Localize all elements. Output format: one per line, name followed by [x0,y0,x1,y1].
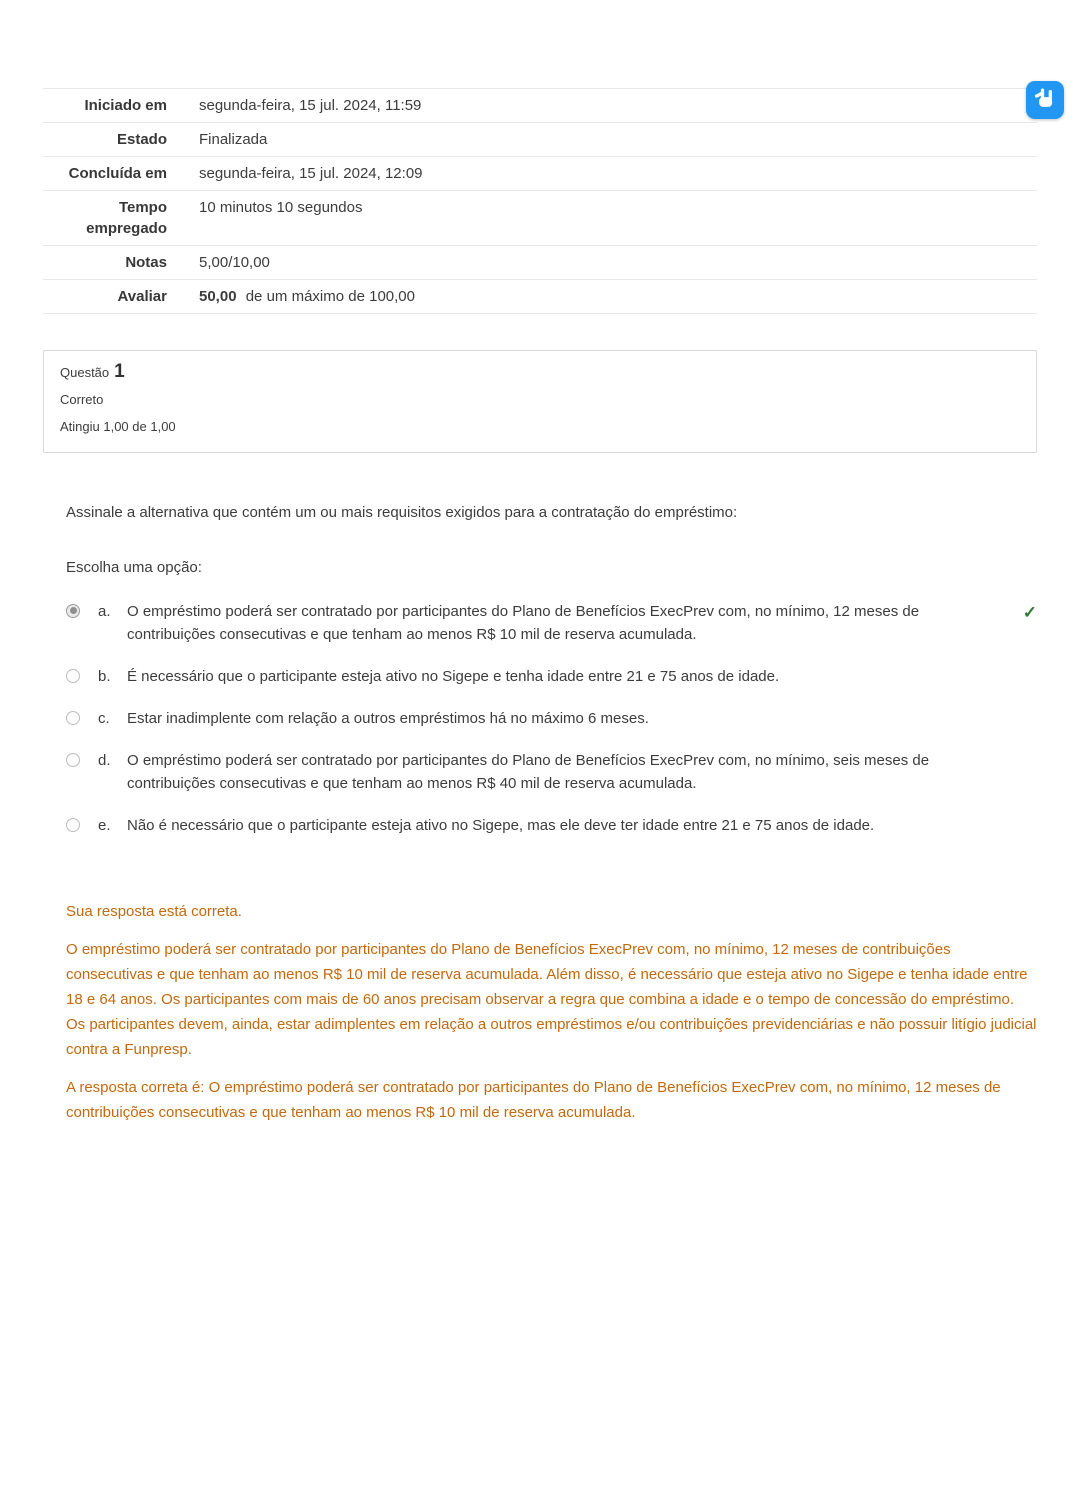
summary-row-time-taken [43,190,1037,245]
summary-row-marks [43,245,1037,279]
feedback-general: O empréstimo poderá ser contratado por participantes do Plano de Benefícios ExecPrev com, no mínimo, 12 meses de contribuições consecutivas e que tenham ao menos R$ 10 mil de reserva acumulada. Além disso, é necessário que esteja ativo no Sigepe e tenha idade entre 18 e 64 anos. Os participantes com mais de 60 anos precisam observar a regra que combina a idade e o tempo de concessão do empréstimo. Os participantes devem, ainda, estar adimplentes em relação a outros empréstimos e/ou contribuições previdenciárias e não possuir litígio judicial contra a Funpresp. [66,941,1037,1058]
option-letter: b. [98,668,111,685]
summary-row-completed [43,156,1037,190]
summary-value: segunda-feira, 15 jul. 2024, 11:59 [199,97,422,114]
option-text: Estar inadimplente com relação a outros empréstimos há no máximo 6 meses. [127,710,649,727]
summary-value: Finalizada [199,131,268,148]
grade-max-text: de um máximo de 100,00 [245,288,415,305]
summary-label: Tempo empregado [86,199,167,237]
question-info-box [43,350,1037,453]
option-a-radio[interactable] [66,604,80,618]
answer-option-d[interactable] [66,740,1037,805]
answer-options [66,591,1037,847]
option-e-radio[interactable] [66,818,80,832]
summary-row-started [43,88,1037,122]
summary-value: 10 minutos 10 segundos [199,199,363,216]
option-letter: a. [98,603,111,620]
summary-label: Estado [116,131,167,148]
summary-label: Avaliar [117,288,167,305]
question-number-line [60,361,1020,382]
grade-value: 50,00 [199,288,237,305]
summary-label: Iniciado em [84,97,167,114]
feedback-correct-answer: A resposta correta é: O empréstimo poderá ser contratado por participantes do Plano de Benefícios ExecPrev com, no mínimo, 12 meses de contribuições consecutivas e que tenham ao menos R$ 10 mil de reserva acumulada. [66,1079,1001,1121]
answer-option-c[interactable] [66,698,1037,740]
question-number: 1 [114,361,125,382]
summary-value [183,286,415,307]
question-content [43,501,1037,1125]
summary-row-state [43,122,1037,156]
option-letter: d. [98,752,111,769]
sign-language-accessibility-button[interactable] [1026,81,1064,119]
option-c-radio[interactable] [66,711,80,725]
option-d-radio[interactable] [66,753,80,767]
summary-value: segunda-feira, 15 jul. 2024, 12:09 [199,165,423,182]
sign-language-icon [1032,85,1058,116]
answer-option-b[interactable] [66,656,1037,698]
correct-check-icon: ✓ [1022,603,1037,622]
option-letter: e. [98,817,111,834]
option-text: O empréstimo poderá ser contratado por participantes do Plano de Benefícios ExecPrev com, no mínimo, 12 meses de contribuições consecutivas e que tenham ao menos R$ 10 mil de reserva acumulada. [127,603,920,643]
question-grade: Atingiu 1,00 de 1,00 [60,419,176,434]
summary-value: 5,00/10,00 [199,254,270,271]
option-b-radio[interactable] [66,669,80,683]
option-text: É necessário que o participante esteja ativo no Sigepe e tenha idade entre 21 e 75 anos de idade. [127,668,780,685]
summary-label: Notas [125,254,167,271]
option-text: Não é necessário que o participante esteja ativo no Sigepe, mas ele deve ter idade entre 21 e 75 anos de idade. [127,817,875,834]
answer-option-a[interactable] [66,591,1037,656]
option-text: O empréstimo poderá ser contratado por participantes do Plano de Benefícios ExecPrev com, no mínimo, seis meses de contribuições consecutivas e que tenham ao menos R$ 40 mil de reserva acumulada. [127,752,930,792]
question-label: Questão [60,365,110,380]
attempt-summary-table [43,88,1037,314]
summary-label: Concluída em [68,165,167,182]
question-prompt: Assinale a alternativa que contém um ou mais requisitos exigidos para a contratação do empréstimo: [66,504,738,521]
summary-row-grade [43,279,1037,314]
attempt-summary [43,88,1037,314]
answer-option-e[interactable] [66,805,1037,847]
feedback-result: Sua resposta está correta. [66,903,242,920]
choose-option-label: Escolha uma opção: [66,559,202,576]
option-letter: c. [98,710,110,727]
question-feedback [66,899,1037,1125]
question-status: Correto [60,392,104,407]
